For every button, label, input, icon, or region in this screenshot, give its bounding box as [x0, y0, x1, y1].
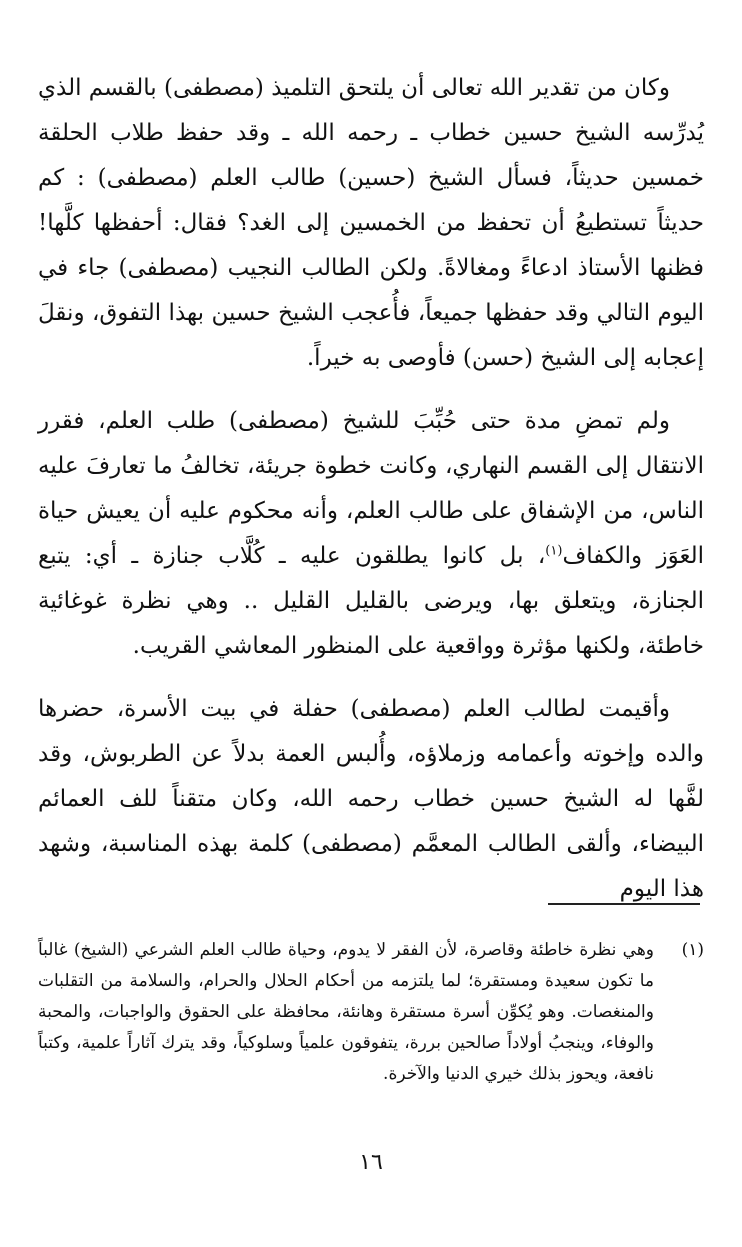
footnote-reference[interactable]: (١)	[545, 543, 563, 559]
footnote	[38, 935, 704, 1090]
footnote-marker: (١)	[681, 940, 704, 960]
page-number: ١٦	[359, 1150, 383, 1175]
paragraph-2-text-a: ولم تمضِ مدة حتى حُبِّبَ للشيخ (مصطفى) طلب العلم، فقرر الانتقال إلى القسم النهاري، وكانت خطوة جريئة، تخالفُ ما تعارفَ عليه الناس، من الإشفاق على طالب العلم، وأنه محكوم عليه أن يعيش حياة العَوَز والكفاف	[38, 408, 704, 569]
footnote-divider	[548, 903, 700, 905]
paragraph-1: وكان من تقدير الله تعالى أن يلتحق التلميذ (مصطفى) بالقسم الذي يُدرِّسه الشيخ حسين خطاب ـ رحمه الله ـ وقد حفظ طلاب الحلقة خمسين حديثاً، فسأل الشيخ (حسين) طالب العلم (مصطفى) : كم حديثاً تستطيعُ أن تحفظ من الخمسين إلى الغد؟ فقال: أحفظها كلَّها! فظنها الأستاذ ادعاءً ومغالاةً. ولكن الطالب النجيب (مصطفى) جاء في اليوم التالي وقد حفظها جميعاً، فأُعجب الشيخ حسين بهذا التفوق، ونقلَ إعجابه إلى الشيخ (حسن) فأوصى به خيراً.	[38, 75, 704, 371]
paragraph-2	[38, 399, 704, 669]
paragraph-3: وأقيمت لطالب العلم (مصطفى) حفلة في بيت الأسرة، حضرها والده وإخوته وأعمامه وزملاؤه، وأُلبس العمة بدلاً عن الطربوش، وقد لفَّها له الشيخ حسين خطاب رحمه الله، وكان متقناً للف العمائم البيضاء، وألقى الطالب المعمَّم (مصطفى) كلمة بهذه المناسبة، وشهد هذا اليوم	[38, 696, 704, 902]
footnote-text: وهي نظرة خاطئة وقاصرة، لأن الفقر لا يدوم، وحياة طالب العلم الشرعي (الشيخ) غالباً ما تكون سعيدة ومستقرة؛ لما يلتزمه من أحكام الحلال والحرام، والسلامة من التقلبات والمنغصات. وهو يُكوِّن أسرة مستقرة وهانئة، محافظة على الحقوق والواجبات، والمحبة والوفاء، وينجبُ أولاداً صالحين بررة، يتفوقون علمياً وسلوكياً، وقد يترك آثاراً علمية، وكتباً نافعة، ويحوز بذلك خيري الدنيا والآخرة.	[38, 940, 654, 1084]
paragraph-2-text-b: ، بل كانوا يطلقون عليه ـ كُلَّاب جنازة ـ أي: يتبع الجنازة، ويتعلق بها، ويرضى بالقليل القليل .. وهي نظرة غوغائية خاطئة، ولكنها مؤثرة وواقعية على المنظور المعاشي القريب.	[38, 543, 704, 659]
main-text	[38, 66, 704, 930]
